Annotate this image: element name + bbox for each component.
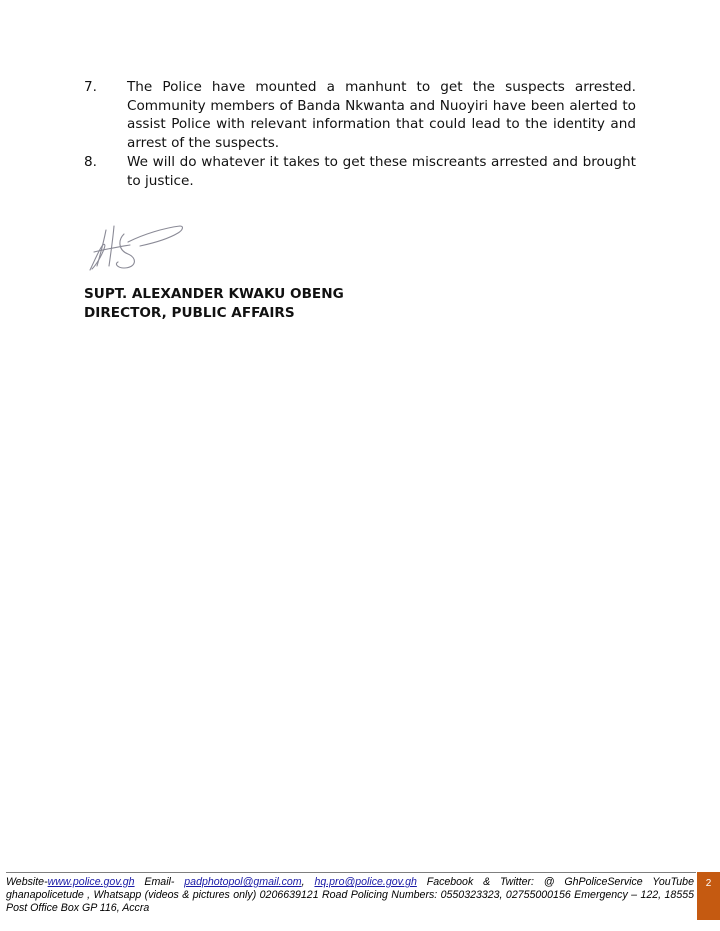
paragraph-number: 7. [84, 79, 97, 95]
website-label: Website- [6, 876, 48, 888]
website-link[interactable]: www.police.gov.gh [47, 876, 135, 888]
page-number: 2 [705, 878, 712, 889]
paragraph-number: 8. [84, 154, 97, 170]
footer-divider [6, 872, 696, 873]
signature-block [84, 285, 344, 322]
footer-contact [6, 876, 694, 915]
social-contacts: Facebook & Twitter: @ GhPoliceService YouTube ghanapolicetude , Whatsapp (videos & pictures only) 0206639121 Road Policing Numbers: 0550323323, 02755000156 Emergency – 122, 18555 Post Office Box GP 116, Accra [6, 876, 694, 914]
email-separator: , [301, 876, 305, 888]
signatory-title: DIRECTOR, PUBLIC AFFAIRS [84, 304, 295, 321]
paragraph-text: The Police have mounted a manhunt to get the suspects arrested. Community members of Banda Nkwanta and Nuoyiri have been alerted to assist Police with relevant information that could lead to the identity and arrest of the suspects. [127, 79, 636, 151]
email-link-hq-pro[interactable]: hq.pro@police.gov.gh [314, 876, 417, 888]
paragraph-8 [84, 153, 636, 190]
page-number-badge [697, 872, 720, 920]
signatory-name: SUPT. ALEXANDER KWAKU OBENG [84, 286, 344, 302]
paragraph-7 [84, 78, 636, 152]
signature-image [84, 222, 186, 274]
email-label: Email- [144, 876, 175, 888]
paragraph-text: We will do whatever it takes to get these miscreants arrested and brought to justice. [127, 154, 636, 189]
email-link-padphotopol[interactable]: padphotopol@gmail.com [184, 876, 302, 888]
